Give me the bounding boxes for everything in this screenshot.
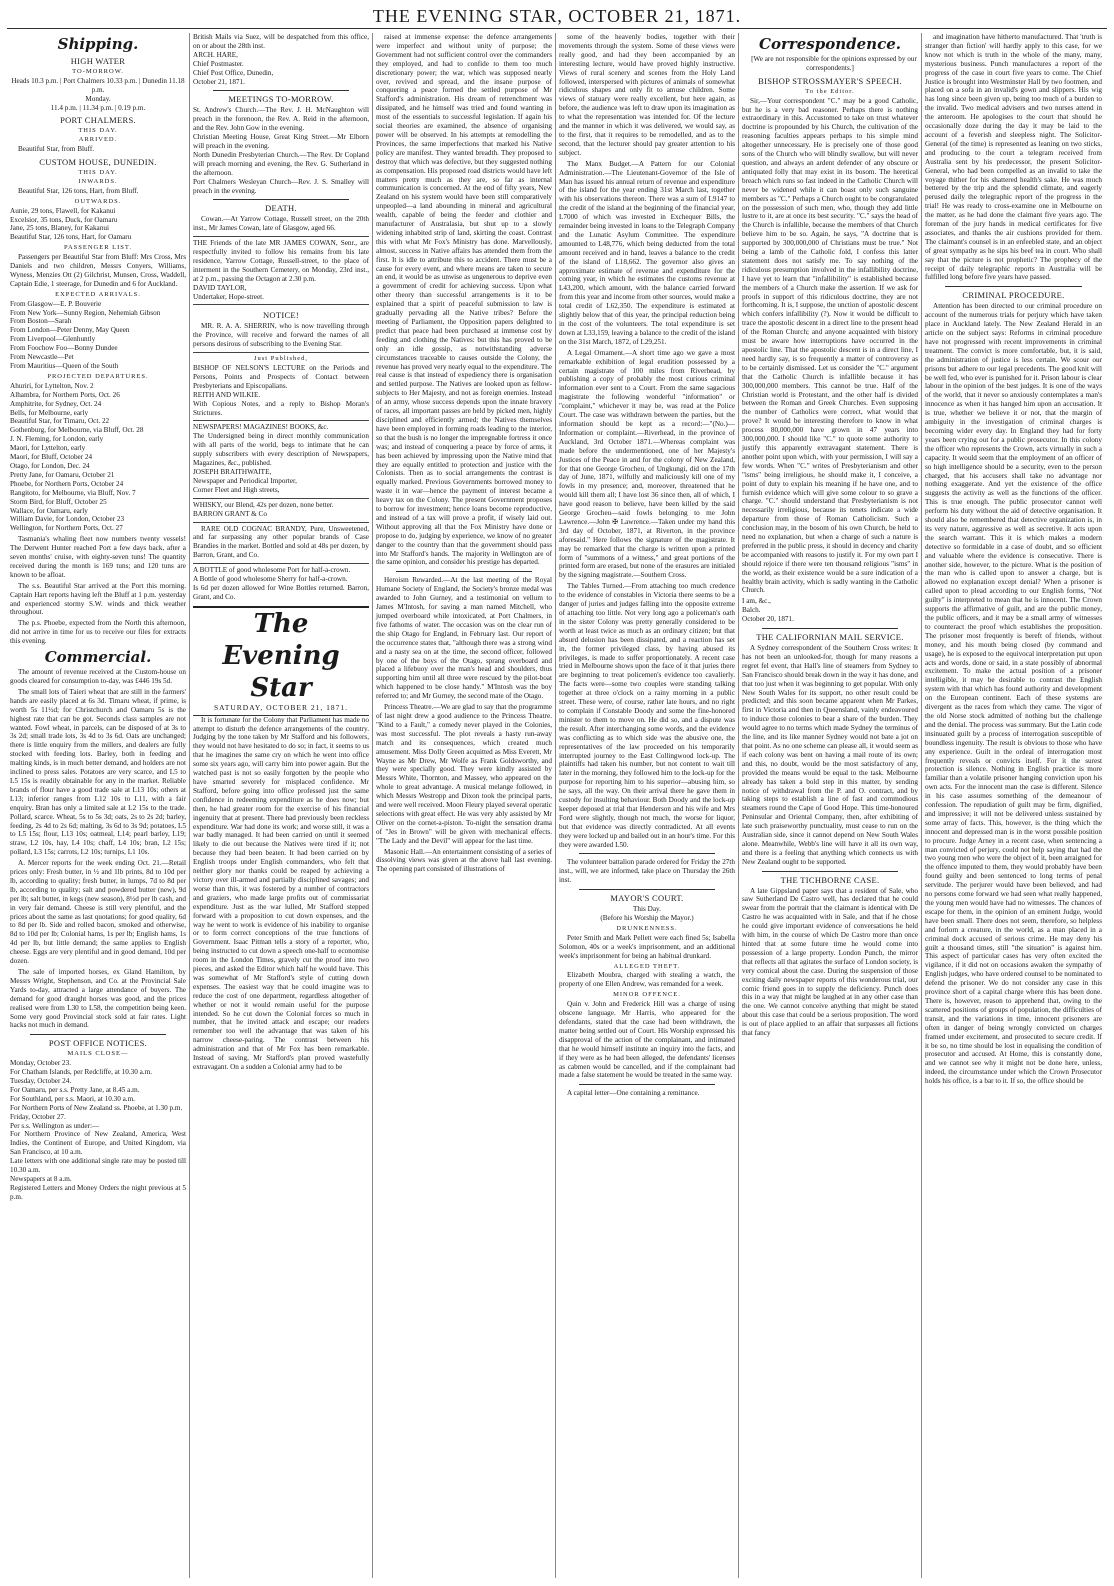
inwards-label: INWARDS. [78,177,118,185]
column-4 [556,33,739,1578]
divider [213,90,349,91]
tables-turned-text: The Tables Turned.—From attaching too much credence to the evidence of constables in Victoria there seems to be a danger of juries and judges falling into the opposite extreme of attaching too little. Not very long ago a policeman's oath in the sister Colony was pretty generally considered to be worth at least twice as much as an ordinary citizen; but that absurd delusion has been dissipated, and a reaction has set in, the former privileged class, by having abused its privileges, is made to suffer proportionately. A recent case tried in Melbourne shows upon the face of it that juries there are beginning to treat policemen's evidence too cavalierly. The facts were—some two couples were standing talking together at three o'clock on a rainy morning in a public street. These were, of course, rather late hours, and no right to complain if Constable Doody and some the fine-honored minister to them to move on. He did so, and a dispute was the result. After interchanging some words, and the evidence was conflicting as to which side was the abusive one, the representatives of the law proceeded on his temporarily interrupted journey to the East Collingwood lock-up. The plaintiffs had taken his number, but not content to wait till later in the morning, they followed him to the lock-up for the purpose for reporting him to his superior—abusing him, so he says, all the way. On their arrival there he gave them in custody for insulting behaviour. Both Doody and the lock-up keeper deposed at trial that Henderson and his wife and Mrs Ford were slightly, though not much, the worse for liquor, but that evidence was directly contradicted. At all events they were locked up and bailed out in an hour's time. For this they were awarded L50. [559,582,735,849]
tichborne-text: A late Gippsland paper says that a resident of Sale, who saw Sutherland De Castro well, has declared that he could swear from the portrait that the claimant is identical with De Castro he was acquainted with in Sale, and that if he chose he could give important evidence of conversations he held with him, in the course of which De Castro more than once hinted that at some future time he would come into possession of a large property. London Punch, the mirror that reflects all that agitates the surface of London society, is very comical about the case. During the suspension of those exciting daily newspaper reports of this wonderous trial, our comic friend goes in to supply the deficiency. Punch does this in a way that might be laughed at in any other case than the one. We cannot conceive anything that might be stated about this case that could be a serious proposition. The word is out of place applied to an affair that surpasses all fictions that fancy [742,886,918,1038]
page-masthead: THE EVENING STAR, OCTOBER 21, 1871. [7,4,1107,29]
column-1 [7,33,190,1578]
newspapers-text: NEWSPAPERS! MAGAZINES! BOOKS, &c. The Undersigned being in direct monthly communication with all parts of the world, begs to intimate that he can supply subscribers with every description of Newspapers, Magazines, &c., published. JOSEPH BRAITHWAITE, Newspaper and Periodical Importer, Corner Fleet and High streets, [193,423,369,494]
passenger-list-text: Passengers per Beautiful Star from Bluff: Mrs Cross, Mrs Daniels and two children, Messrs Conyers, Williams, Wyness, Menzies Ott (2) Gilchrist, Munsen, Cross, Waddell, Captain Edie, 1 steerage, for Dunedin and 6 for Auckland. [10,253,186,288]
meetings-heading: MEETINGS TO-MORROW. [228,94,334,105]
divider [579,889,715,890]
minor-offence-label: MINOR OFFENCE. [613,991,681,999]
commercial-p4: The sale of imported horses, ex Gland Hamilton, by Messrs Wright, Stephenson, and Co. at the Provincial Sale Yards to-day, attracted a large attendance of buyers. The demand for good draught horses was good, and the prices realised were from L30 to L58, the competition being keen. Some very good Provincial stock sold at fair rates. Light hacks not much in demand. [10,968,186,1030]
death-text: Cowan.—At Yarrow Cottage, Russell street, on the 20th inst., Mr James Cowan, late of Glasgow, aged 66. [193,215,369,233]
whisky-advert [193,498,369,519]
passenger-list-label: PASSENGER LIST. [63,244,133,252]
port-wine-advert [193,563,369,602]
arrived-label: ARRIVED. [78,136,118,144]
mails-close-label: MAILS CLOSE— [67,1050,129,1058]
high-water-heading: HIGH WATER [70,56,126,66]
arrived-text: Beautiful Star, from Bluff. [18,145,95,154]
divider [213,199,349,200]
mail-service-heading: THE CALIFORNIAN MAIL SERVICE. [756,632,904,643]
divider [579,1084,715,1085]
death-heading: DEATH. [265,203,297,214]
bishop-advert [193,352,369,417]
letter-heading: BISHOP STROSSMAYER'S SPEECH. [758,75,902,86]
cognac-advert [193,522,369,561]
correspondence-title: Correspondence. [759,35,901,53]
letter-signoff: I am, &c., Balch. October 20, 1871. [742,597,794,624]
tasmania-text: Tasmania's whaling fleet now numbers twenty vessels! The Derwent Hunter reached Port a few days back, after a seven months' cruise, with eighty-seven tuns! The quantity received during the month is 169 tuns; and 120 tuns are known to be afloat. [10,535,186,579]
phoebe-text: The p.s. Phoebe, expected from the North this afternoon, did not arrive in time for us to receive our files for extracts this evening. [10,619,186,646]
divider [762,871,898,872]
commercial-p2: The small lots of Taieri wheat that are still in the farmers' hands are easily placed at 6s 3d. Timaru wheat, if prime, is worth 5s 11½d; for Christchurch and Oamaru 5s is the highest rate that can be got. Seconds class samples are not wanted. Fowl wheat, in parcels, can be disposed of at 3s to 3s 2d; small trade lots, 3s 4d to 3s 6d. Oats are unchanged; there is little enquiry from the millers, and dealers are fully stocked with feeding lots. Barley, both in feeding and malting kinds, is in much better demand, and holders are not inclined to press sales. Potatoes are very scarce, and L5 to L5 15s is readily obtainable for any in the market. Reliable brands of flour have a good trade sale at L13 10s; others at L13; inferior ranges from L12 10s to L11, with a fair enquiry. Bran has only a limited sale at L2 15s to the trade. Pollard, scarce. Wheat, 5s to 5s 3d; oats, 2s to 2s 2d; barley, feeding, 2s 4d to 2s 6d; malting, 3s 6d to 3s 9d; potatoes, L5 to L5 15s; flour, L13 10s; oatmeal, L14; pearl barley, L19; straw, L2 10s, hay, L4 10s; chaff, L4 10s; bran, L2 15s; pollard, L3 15s; carrots, L2 10s; turnips, L1 10s. [10,687,186,857]
custom-house-heading: CUSTOM HOUSE, DUNEDIN. [39,157,157,168]
this-day-label: THIS DAY. [78,127,118,135]
theft-text: Elizabeth Moubra, charged with stealing a watch, the property of one Ellen Andrew, was remanded for a week. [559,971,735,989]
outwards-label: OUTWARDS. [74,197,122,205]
to-editor-label: To the Editor. [805,87,855,95]
shipping-title: Shipping. [57,35,139,53]
inwards-text: Beautiful Star, 126 tons, Hart, from Bluff. [18,186,139,195]
expected-text: From Glasgow—E. P. Bouverie From New York—Sunny Region, Nehemiah Gibson From Boston—Sarah From London—Peter Denny, May Queen From Liverpool—Glenhuntly From Foochow Foo—Bonny Dundee From Newcastle—Pet From Mauritius—Queen of the South [10,299,161,370]
just-published-label: Just Published, [253,355,308,363]
this-day-label-2: THIS DAY. [78,168,118,176]
meetings-text: St. Andrew's Church.—The Rev. J. H. McNaughton will preach in the forenoon, the Rev. A. Reid in the afternoon, and the Rev. John Gow in the evening. Christian Meeting House, Great King Street.—Mr Elborn will preach in the evening. North Dunedin Presbyterian Church.—The Rev. Dr Copland will preach morning and evening, the Rev. G. Sutherland in the afternoon. Port Chalmers Wesleyan Church—Rev. J. S. Smalley will preach in the evening. [193,106,369,195]
column-5 [739,33,922,1578]
port-heading: PORT CHALMERS. [60,115,136,126]
column-3 [373,33,556,1578]
newspaper-page [7,4,1107,1579]
criminal-procedure-text: Attention has been directed to our criminal procedure on account of the numerous trials for perjury which have taken place in Auckland lately. The New Zealand Herald in an article on the subject says: Reforms in criminal procedure have not progressed with recent improvements in criminal treatment. The convict is more comfortable, but, it is said, the administration of justice is less certain. We scour our prisons but adhere to our legal precedents. The good knit will be well fed, who ever is punished for it. Prison labour is clear labour in the opinion of the best judges. It is one of the ways of the world, that it never so anxiously contemplates a man's innocence as when it has hanged him upon an accusation. It is true, whether we believe it or not, that the margin of ambiguity in the investigation of criminal charges is becoming wider every day. In England they had for forty years been crying out for a public prosecutor. In this colony the officer who represents the Crown, acts virtually in such a capacity. It would seem that the employment of an officer of so high intelligence should be a security, even to the person charged, that his accusers shall take no advantage nor nothing exaggerate. And yet the existence of the office suggests the activity as well as the functions of the officer. This is true enough. The public prosecutor cannot well perform his duty without the aid of detective organisation. It should also be remembered that detective organization is, in its very nature, aggressive as well as secretive. It acts upon the search warrant. This it is which makes a modern detective so formidable in a case of doubt, and so efficient and valuable where the evidence is consecutive. There is another side, however, to the picture. What is the position of the man who is called upon to answer a charge, but is allowed no explanation except denial? When a prisoner is called upon to plead according to our English forms, "Not guilty" is interpreted to mean that he is innocent. The Crown supports the affirmative of guilt, and are the public money, the public officers, and it may be a small army of witnesses to counteract the proof which establishes the proposition. The prisoner most frequently is bereft of friends, without money, and his mouth being closed (by command and usage), he is exposed to the equivocal interpretation put upon acts and words, done or said, in a state possibly of abnormal excitement. To make the actual position of a prisoner intelligible, it may be desirable to contrast the English system with that which has found authority and development on the European continent. Each of these systems are divergent as the races from which they came. The vigor of the old Norse stock admitted of nothing but the challenge and the denial. The process was summary. But the Latin code insinuated guilt by a process of interrogation susceptible of boundless ingenuity. The result is obvious to those who have any experience. Guilt in the ordeal of interrogation most frequently reveals or convicts itself. For it the surest protection is silence. Nothing in English practice is more familiar than a volatile prisoner hanging conviction upon his own acts. For the innocent man the case is different. Silence in his case assumes something of the demeanour of confession. The repudiation of guilt may be firm, dignified, and impressive; it will not be delivered unless sustained by some array of facts. This, however, is the thing which the innocent and depressed man is in the worst possible position to procure. Judge Arney in a recent case, when sentencing a man convicted of perjury, could not help saying that had the two young men who were the object of it, been arraigned for the offence imputed to them, they would probably have been found guilty and been sentenced to long terms of penal servitude. The perjurer would have been believed, and had no persons come forward we had seen what really happened, the young men would have had no witnesses. The chances of escape for them, in the opinion of an eminent Judge, would have been small. There does not seem, therefore, so helpless and forlorn a creature, in the world, as a man placed in a criminal dock accused of serious crime. He may deny his guilt a thousand times, still "the situation" is against him. This aspect of particular cases has very often excited the vigilance, if it did not on occasions awaken the sympathy of English judges, who have ordered counsel to be nominated to defend the prisoner. We do not consider any case in this province short of a capital charge where this has been done. There is, however, reason to apprehend that, owing to the scattered positions of groups of population, the difficulties of transit, and the variations in time, innocent prisoners are often in danger of being wrongly convicted on charges framed under excitement, and prosecuted to secure credit. If it be so, no time should be lost in equalising the condition of prosecutor and accused. At Home, this is constantly done, and we cannot see why it might not be done here, unless, indeed, the circumstance under which the Crown Prosecutor holds his office, is a bar to it. If so, the office should be [925,302,1102,1086]
post-office-text: Monday, October 23. For Chatham Islands, per Redcliffe, at 10.30 a.m. Tuesday, October 24. For Oamaru, per s.s. Pretty Jane, at 8.45 a.m. For Southland, per s.s. Maori, at 10.30 a.m. For Northern Ports of New Zealand ss. Phoebe, at 1.30 p.m. Friday, October 27. Per s.s. Wellington as under:— For Northern Province of New Zealand, America, West Indies, the Continent of Europe, and United Kingdom, via San Francisco, at 10 a.m. Late letters with one additional single rate may be posted till 10.30 a.m. Newspapers at 8 a.m. Registered Letters and Money Orders the night previous at 5 p.m. [10,1059,186,1201]
criminal-procedure-heading: CRIMINAL PROCEDURE. [962,290,1065,301]
funeral-text: THE Friends of the late MR JAMES COWAN, Senr., are respectfully invited to follow his remains from his late residence, Yarrow Cottage, Russell-street, to the place of interment in the Southern Cemetery, on Monday, 23rd inst., at 2 p.m., passing the Octagon at 2.30 p.m. DAVID TAYLOR, Undertaker, Hope-street. [193,239,369,301]
whisky-text: WHISKY, our Blend, 42s per dozen, none better. BARRON GRANT & Co [193,500,334,518]
letter-text: Sir,—Your correspondent "C." may be a good Catholic, but he is a very bad reasoner. Perhaps there is nothing extraordinary in this. Accustomed to take on trust whatever doctrine is propounded by his Church, the cultivation of the reasoning faculties appears perhaps to his simple mind altogether unnecessary. He is precisely one of those good sons of the Church who will blindly swallow, but will never question, and always an ardent defender of any obscure or antiquated folly that may exist in its bosom. The heretical breach which runs so fast indeed in the Catholic Church will never be widened while it can boast only such sanguine members as "C." Perhaps a Church ought to be congratulated on the possession of such men, who, though they add little lustre to it, are at once its best security. "C." says the head of the Church is infallible, because the members of that Church believe him to be so. Again, he says, "A doctrine that is supported by 300,000,000 of Christians must be true." Not being a lamb of the Catholic fold, I confess this latter statement does not satisfy me. To say nothing of the ridiculous presumption involved in the infallibility doctrine, I have yet to learn that "infallibility" is established because the members of a Church make the assertion. If we ask for proofs in support of this ridiculous doctrine, they are not forthcoming. It is, I suppose, the unction of apostolic descent which confers infallibility (?). Now it would be difficult to trace the apostolic descent in a direct line to the present head of the Roman Church; and anyone acquainted with history must be aware how interruptions have occurred in the apostolic line. That the apostolic descent is in a direct line, I need hardly say, is so frequently a matter of controversy as to be certainly dismissed. Let us consider the "C." argument that the Catholic Church is infallible because it has 300,000,000 members. This cannot be true. Half of the Christian world is Protestant, and the other half is divided between the Roman and Greek Churches. Even supposing the number of Catholics were correct, what would that prove? It would be interesting therefore to know in what process 80,000,000 have grown in 47 years into 300,000,000. I should like "C." to quote some authority to justify this apparently extravagant statement. There is another point upon which, with your permission, I will say a few words. When "C." writes of Presbyterianism and other "isms" being irreligious, he should make it, I conceive, a point of duty to explain his meaning if he have one, and to furnish evidence which will give some colour to so grave a charge. "C." should understand that Presbyterianism is not necessarily irreligious, because its tenets indicate a wide departure from those of Roman Catholicism. Such a conclusion may, in the bosom of his own Church, be held to need no explanation, but when a charge of such a nature is preferred in the public press, it should in decency and charity be accompanied with reasons to justify it. For my own part I should rejoice if there were ten thousand religious "isms" in the world, as their existence would be a sure indication of a healthy brain activity, which is sadly wanting in the Catholic Church. [742,96,918,595]
disclaimer-text: [We are not responsible for the opinions expressed by our correspondents.] [751,55,917,72]
divider [396,571,532,572]
commercial-p1: The amount of revenue received at the Custom-house on goods cleared for consumption to-day, was £446 19s 5d. [10,668,186,685]
port-wine-text: A BOTTLE of good wholesome Port for half-a-crown. A Bottle of good wholesome Sherry for half-a-crown. Is 6d per dozen allowed for Wine Bottles returned. Barron, Grant, and Co. [193,566,369,601]
capital-letter-text: A capital letter—One containing a remittance. [567,1089,700,1098]
volunteer-text: The volunteer battalion parade ordered for Friday the 27th inst., will, we are informed, take place on Thursday the 26th inst. [559,858,735,885]
evening-star-title: The Evening Star [193,606,369,704]
manx-budget-text: The Manx Budget.—A Pattern for our Colonial Administration.—The Lieutenant-Governor of the Isle of Man has issued his annual return of revenue and expenditure of the island for the year ending 31st March last, together with his observations thereon. There was a sum of L9147 to the credit of the island at the beginning of the financial year, L7000 of which was invested in Exchequer Bills, the remainder being invested in loans to the Telegraph Company and the Lunatic Asylum Committee. The expenditure amounted to L48,776, which being deducted from the total amount received and in hand, leaves a balance to the credit of the island of L18,662. The governor also gives an approximate estimate of revenue and expenditure for the coming year, in which he estimates the customs revenue at L43,200, which amount, with the balance carried forward from this year and income from other sources, would make a total credit of L62,350. The expenditure is estimated at slightly below that of this year, the principal reduction being in the cost of the volunteers. The total expenditure is set down at L33,159, leaving a balance to the credit of the island on the 31st March, 1872, of L29,251. [559,159,735,346]
masonic-hall-text: Masonic Hall.—An entertainment consisting of a series of dissolving views was given at the above hall last evening. The opening part consisted of illustrations of [376,847,552,874]
bishop-text: BISHOP OF NELSON'S LECTURE on the Periods and Persons, Points and Prospects of Contact between Presbyterians and Episcopalians. REITH AND WILKIE. With Copious Notes, and a reply to Bishop Moran's Strictures. [193,364,369,417]
commercial-p3: A. Mercer reports for the week ending Oct. 21.—Retail prices only: Fresh butter, in ½ and 1lb prints, 8d to 10d per lb, according to quality; fresh butter, in lumps, 7d to 8d per lb, according to quality; salt and powdered butter (new), 9d per lb; salt butter, in kegs (new season), 8½d per lb cash, and in very fair demand. Cheese is still very plentiful, and the prices about the same as last quotations; for good quality, 6d to 8d per lb. Side and rolled bacon, smoked and otherwise, 8d to 10d per lb; Colonial hams, 1s per lb; English hams, 1s 4d per lb, but little demand; the same applies to English cheese. Eggs are very plentiful and in good demand, 10d per dozen. [10,859,186,966]
tide-table: Heads 10.3 p.m. | Port Chalmers 10.33 p.m. | Dunedin 11.18 p.m. Monday. 11.4 p.m. | 11.34 p.m. | 0.19 p.m. [11,76,185,112]
legal-ornament-text: A Legal Ornament.—A short time ago we gave a most remarkable exhibition of legal erudition possessed by a certain magistrate of 100 miles from Riverhead, by publishing a copy of probably the most curious criminal information ever sent to a Court. From the same sagacious magistrate the following wonderful "information" or "complaint," whichever it may be, was read at the Police Court. The case was withdrawn between the parties, but the information should be kept as a record:—"(No.)—Information or complaint.—Riverhead, in the province of Auckland, 3rd October 1871.—Whereas complaint was made before the undermentioned, one of her Majesty's Justices of the Peace in and for the colony of New Zealand, for that one George Grocheu, of Ungkungi, did on the 17th day of June, 1871, wilfully and maliciously kill one of my fowls in my presence; and, moreover, threatened that he would kill them all; I have lost 36 since then, all of which, I have good reason to believe, have been killed by the said George Grocheu—said fowls belonging to me John Lawrence.—John ✠ Lawrence.—Taken under my hand this 3rd day of October, 1871, at Riverton, in the province aforesaid." Here follows the signature of the magistrate. It may be remarked that the charge is written upon a printed form of "summons of a witness," and great portions of the printed form are erased, but none of the erasures are initialed by the signing magistrate.—Southern Cross. [559,348,735,580]
notice-box [193,304,369,349]
tichborne-heading: THE TICHBORNE CASE. [780,874,880,885]
theft-label: ALLEGED THEFT. [613,962,681,970]
dissolving-views-text: some of the heavenly bodies, together with their movements through the system. Some of these views were really good, and had they been accompanied by an interesting lecture, would have proved highly instructive. Views of rural scenery and scenes from the Holy Land followed, interspersed with pictures of animals of somewhat ridiculous shapes and only fit to amuse children. Some views of statuary were really excellent, but here again, as before, the audience was left to draw upon its imagination as to what the representation was intended for. Of the lecture and the manner in which it was delivered, we would say, as to the first, that it requires to be remodelled, and as to the second, that the lecturer should pay greater attention to his subject. [559,33,735,157]
divider [579,853,715,854]
mail-service-text: A Sydney correspondent of the Southern Cross writes: It has not been an unlooked-for, though for many reasons a regret fel event, that Hall's line of steamers from Sydney to San Francisco should break down in the way it has done, and that too just when it was beginning to get popular. With only New South Wales for its support, no other result could be predicted; and this soon became apparent when Mr Parkes, first in Victoria and then in Queensland, vainly endeavoured to induce those colonies to bear a share of the burden. They would agree to no terms which made Sydney the terminus of the line, and its like manner Sydney would not bate a jot on that point. As no one scheme can please all, it would seem as if each colony was bent on having a mail route of its own; and this, no doubt, would be the most satisfactory of any, provided the means would be equal to the task. Melbourne already has taken a bold step in this matter, by sending notice of withdrawal from the P. and O. contract, and by taking steps to establish a line of fast and commodious steamers round the Cape of Good Hope. This time-honoured Peninsular and Oriental Company, then, after exhibiting of late such praiseworthy punctuality, must cease to run on the Australian side, since it cannot depend on New South Wales alone. Meanwhile, Webb's line will have it all its own way, and there is a feeling that anything which connects us with New Zealand ought to be supported. [742,644,918,866]
notice-text: MR. R. A. A. SHERRIN, who is now travelling through the Province, will receive and forward the names of all persons desirous of subscribing to the Evening Star. [193,322,369,349]
star-dateline: SATURDAY, OCTOBER 21, 1871. [193,704,369,716]
column-6 [922,33,1105,1578]
post-office-heading: POST OFFICE NOTICES. [48,1038,148,1049]
column-2 [190,33,373,1578]
commercial-title: Commercial. [44,648,152,667]
divider [30,1034,166,1035]
beautiful-star-text: The s.s. Beautiful Star arrived at the Port this morning. Captain Hart reports having left the Bluff at 1 p.m. yesterday and experienced stormy S.W. winds and thick weather throughout. [10,581,186,617]
minor-offence-text: Quin v. John and Frederick Hill was a charge of using obscene language. Mr Harris, who appeared for the defendants, stated that the case had been withdrawn, the matter being settled out of Court. His Worship expressed his disapproval of the action of the complainant, and intimated that he would himself institute an inquiry into the facts, and if they were as he had been alleged, the defendants' licenses as cabmen would be cancelled, and if the complainant had made a false statement he would be treated in the same way. [559,1000,735,1080]
columns [7,33,1107,1578]
notice-heading: NOTICE! [262,310,300,321]
funeral-notice [193,236,369,301]
british-mails-text: British Mails via Suez, will be despatched from this office, on or about the 28th inst. ARCH. HARE, Chief Postmaster. Chief Post Office, Dunedin, October 21, 1871. [193,33,369,86]
editorial-text: It is fortunate for the Colony that Parliament has made no attempt to disturb the defence arrangements of the country. Judging by the tone taken by Mr Stafford and his followers, they would not have hesitated to do so; in fact, it seems to us that he imagines the same cry on which he went into office some six years ago, will carry him into power again. But the watched past is not so easily forgotten by the people who have smarted severely for misplaced confidence. Mr Stafford, before going into office professed just the same confidence in redeeming expenditure as he does now; but then, he had greater room for the exercise of his financial ingenuity that at present. There had previously been reckless expenditure. War had done its work; and worse still, it was a war badly managed. It had been carried on until it seemed likely to die out because the Natives were tired if it; not because they had been beaten. It had been carried on by English troops under English commanders, who felt that neither glory nor thanks could be reaped by achieving a victory over ill-armed and partially disciplined savages; and worse than this, it was fostered by a number of contractors and graziers, who made large profits out of commissariat expenditure. Just as the war lulled, Mr Stafford stepped forward with a proposition to cut down expenses, and the way he went to work is evidence of his inability to organise or to form correct conceptions of the true functions of Government. Isaac Pitman tells a story of a reporter, who, being instructed to cut down a speech one-half to economise room in the London Times, gravely cut the proof into two pieces, and asked the Editor which half he would have. This was somewhat of Mr Stafford's style of cutting down expenses. The easiest way that he could imagine was to reduce the cost of one department, regardless altogether of whether or not it would remain useful for the purpose intended. So he cut down the Colonial forces so much in number, that he invited attack and escape; our readers remember too well the advantage that was taken of his narrow cheese-paring. The contrast between his administration and that of Mr Fox has been remarkable. Instead of saving, Mr Stafford's plan proved wastefully extravagant. On a sudden a Colonial army had to be [193,715,369,1071]
editorial-continued: raised at immense expense: the defence arrangements were imperfect and without unity of purpose; the Government had not sufficient control over the commanders they employed, and had to confide to them too much discretionary power; the war, which was supposed nearly over, revived and spread, and the insane purpose of conquering a peace formed the settled purpose of Mr Stafford's administration. His dream of retrenchment was dissipated, and he himself was tried and found wanting in most of the essentials to successful legislation. If again his social theories are examined, the absence of organising power will be observed. In his attempts at remodelling the Provinces, the same imperfections that marked his Native policy are manifest. They wanted breadth. They proposed to destroy that which was defective, but they suggested nothing as compensation. His proposed road districts would have left matters pretty much as they are, so far as internal communication is concerned. At the end of fifty years, New Zealand on his system would have been still comparatively unpeopled—a land abounding in mineral and agricultural wealth, capable of being the feeder and clothier and manufacturer of Australasia, but shut up to a slowly widening inhabited strip of land, skirting the coast. Contrast this with what Mr Fox's Ministry has done. Marvellously, almost, success in Native affairs has attended them from the first. It is idle to attribute this to accident. There must be a cause for every event, and where means are taken to secure an end, it would be as unwise as ungenerous to deprive even a government of credit for achieving success. Upon what other theory than successful arrangements is it to be explained that a spirit of peaceful submission to law is gradually pervading all the Native tribes? Before the meeting of Parliament, the Opposition papers delighted to predict that peace had been purchased at immense cost by feeding and clothing the Natives: but this has proved to be only an idle gossip, as notwithstanding adverse circumstances traceable to causes outside the Colony, the revenue has proved very nearly equal to the expenditure. The real cause is that instead of expediency there is organisation and settled purpose. The Natives are looked upon as fellow-subjects to Her Majesty, and not as foreign enemies. Instead of an army, whose success depends upon the innate bravery of races, all important passes are held by picked men, highly disciplined and efficiently armed; the Natives themselves have been employed in forming roads leading to the interior, so that the bush is no longer the impregnable fortress it once was; and instead of conquering a peace by force of arms, it has been achieved by impressing upon the Native mind that they are equally entitled to protection and justice with the Colonists. Then as to social arrangements the contrast is equally marked. Previous Governments borrowed money to waste it in war—hence the payment of interest became a heavy tax on the Colony. The present Government proposes to borrow for investment; hence loans become reproductive, and instead of a tax will prove a profit, if wisely laid out. Without approving all that the Fox Ministry have done or propose to do, judging by experience, we know of no greater danger to the country than that the government should pass into Mr Stafford's hands. The majority in Wellington are of the same opinion, and consider his prestige has departed. [376,33,552,567]
tichborne-continued: and imagination have hitherto manufactured. That 'truth is stranger than fiction' will hardly apply to this case, for we know not which is truth in the whole of the many, many, mysterious business. Punch manufactures a report of the progress of the case in court five years to come. The Chief Justice is brought into Westminster Hall by two footmen, and placed on a sofa in an invalid's gown and slippers. His wig has long since been given up, being too much of a burden to the invalid. Two medical advisers and two nurses attend in the anteroom. He apologises to the court that should he occasionally doze during the day it may be laid to the account of a feverish and sleepless night. The Solicitor-General (of the time) is represented as leaning on two sticks, and producing to the court a telegram received from Australia sent by his predecessor, the present Solicitor-General, who had been compelled as an invalid to take the voyage thither for his shattered health's sake. He was much bettered by the trip and the splendid climate, and eagerly perused daily the telegraphic report of the progress in the trial! He was ready to cross-examine one in Melbourne on the matter, as he had done the claimant five years ago. The foreman of the jury hands in medical certificates for five associates, and thanks the air cushions provided for them. The claimant's counsel is in an enfeebled state, and an object of great sympathy as he sips his beef tea in court. Who shall say that the picture is not prophetic? The prophecy of the receipt of daily telegraphic reports in Australia will be fulfilled long before five years have passed. [925,33,1102,282]
tomorrow-label: TO-MORROW. [72,67,124,75]
newspapers-advert [193,420,369,494]
expected-label: EXPECTED ARRIVALS. [55,290,141,298]
mayors-court-sub: This Day. (Before his Worship the Mayor.) [600,905,694,922]
divider [945,286,1082,287]
divider [762,628,898,629]
projected-label: PROJECTED DEPARTURES. [47,372,149,380]
heroism-text: Heroism Rewarded.—At the last meeting of the Royal Humane Society of England, the Society's bronze medal was awarded to John Gurney, and a testimonial on vellum to James M'Intosh, for saving a man named Mitchell, who jumped overboard while intoxicated, at Port Chalmers, in five fathoms of water. The occasion was on the clear run of the ship Otago for England, in February last. Our report of the occurrence states that, "although there was a strong wind and a nasty sea on at the time, the second officer, followed by one of the boys of the Otago, sprang overboard and placed a lifebuoy over the man's head and shoulders, thus supporting him until all three were rescued by the pilot-boat which happened to be close handy." M'Intosh was the boy referred to; and Mr Gurney, the second mate of the Otago. [376,576,552,701]
outwards-text: Aunie, 29 tons, Flawell, for Kakanui Excelsior, 35 tons, Duck, for Oamaru Jane, 25 tons, Blaney, for Kakanui Beautiful Star, 126 tons, Hart, for Oamaru [10,206,132,242]
projected-text: Ahuriri, for Lyttelton, Nov. 2 Alhambra, for Northern Ports, Oct. 26 Amphitrite, for Sydney, Oct. 24 Bells, for Melbourne, early Beautiful Star, for Timaru, Oct. 22 Gothenburg, for Melbourne, via Bluff, Oct. 28 J. N. Fleming, for London, early Maori, for Lyttelton, early Maori, for Bluff, October 24 Otago, for London, Dec. 24 Pretty Jane, for Oamaru, October 21 Phoebe, for Northern Ports, October 24 Rangitoto, for Melbourne, via Bluff, Nov. 7 Storm Bird, for Bluff, October 25 Wallace, for Oamaru, early William Davie, for London, October 23 Wellington, for Northern Ports, Oct. 27 [10,381,144,533]
drunkenness-text: Peter Smith and Mark Pellett were each fined 5s; Isabella Solomon, 40s or a week's imprisonment, and an additional week's imprisonment for being an habitual drunkard. [559,933,735,960]
drunkenness-label: DRUNKENNESS. [616,924,678,932]
mayors-court-heading: MAYOR'S COURT. [610,893,684,904]
princess-theatre-text: Princess Theatre.—We are glad to say that the programme of last night drew a good audience to the Princess Theatre. "Kind to a Fault," a comedy never played in the Colonies, was most successful. The plot reveals a hasty run-away match and its consequences, which created much amusement. Miss Dolly Green acquitted as Miss Everett, Mr Wayne as Mr Drew, Mr Wolfe as Frank Goldsworthy, and they were specially good. They were kindly assisted by Messrs White, Thornton, and Massey, who appeared on the whole to great advantage. A musical melange followed, in which Messrs Westropp and Dixon took the principal parts, and were well received. Moon Fleury played several operatic selections with great effect. He was very ably assisted by Mr Oliver on the cornet-a-piston. To-night the sensation drama of "Jes in Brown" will be given with mechanical effects. "The Lady and the Devil" will appear for the last time. [376,703,552,845]
cognac-text: RARE OLD COGNAC BRANDY, Pure, Unsweetened, and far surpassing any other popular brands of Case Brandies in the market. Bottled and sold at 48s per dozen, by Barron, Grant, and Co. [193,524,369,560]
